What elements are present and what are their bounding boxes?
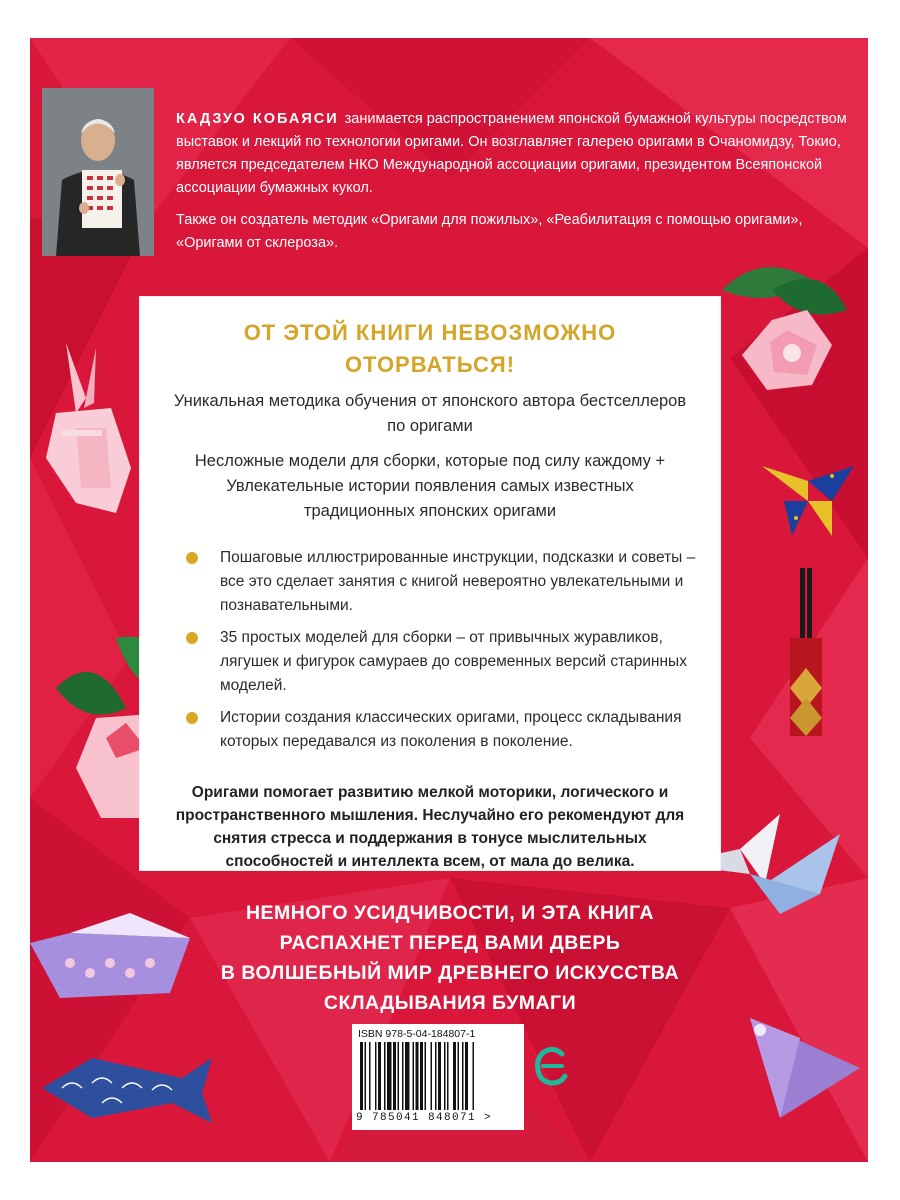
promo-headline-line: ОТ ЭТОЙ КНИГИ НЕВОЗМОЖНО (243, 320, 617, 345)
author-bio-paragraph (176, 108, 856, 200)
promo-box (139, 296, 721, 871)
origami-fish (42, 1048, 212, 1128)
origami-rabbit (36, 338, 146, 518)
barcode-stripe (425, 1042, 427, 1110)
feature-list (140, 546, 720, 754)
author-bio-text: занимается распространением японской бумажной культуры посредством выставок и лекций по технологии оригами. Он возглавляет галерею оригами в Очаномидзу, Токио, является председателем НКО Международной ассоциации оригами, президентом Всеяпонской ассоциации бумажных кукол. (176, 111, 847, 196)
barcode-stripe (465, 1042, 468, 1110)
barcode-stripe (398, 1042, 400, 1110)
barcode-stripe (365, 1042, 367, 1110)
list-item-text: Пошаговые иллюстрированные инструкции, подсказки и советы – все это сделает занятия с книгой невероятно увлекательными и познавательными. (220, 549, 696, 614)
isbn-label: ISBN 978-5-04-184807-1 (358, 1028, 476, 1040)
tagline-line: СКЛАДЫВАНИЯ БУМАГИ (323, 992, 577, 1014)
list-item-text: Истории создания классических оригами, процесс складывания которых передавался из поколения в поколение. (220, 709, 682, 750)
origami-kite (720, 998, 860, 1118)
author-photo (42, 88, 154, 256)
list-item (180, 626, 700, 698)
barcode-stripe (447, 1042, 449, 1110)
list-item-text: 35 простых моделей для сборки – от привычных журавликов, лягушек и фигурок самураев до современных версий старинных моделей. (220, 629, 687, 694)
tagline-line: НЕМНОГО УСИДЧИВОСТИ, И ЭТА КНИГА (245, 902, 655, 924)
origami-boat (30, 903, 190, 1003)
barcode (352, 1024, 524, 1130)
barcode-stripe (416, 1042, 419, 1110)
barcode-stripe (420, 1042, 423, 1110)
promo-lead-models: Несложные модели для сборки, которые под силу каждому + Увлекательные истории появления самых известных традиционных японских оригами (194, 452, 666, 520)
tagline-line: В ВОЛШЕБНЫЙ МИР ДРЕВНЕГО ИСКУССТВА (220, 962, 680, 984)
barcode-stripe (431, 1042, 433, 1110)
barcode-stripe (473, 1042, 475, 1110)
barcode-stripe (435, 1042, 437, 1110)
barcode-stripe (360, 1042, 363, 1110)
barcode-stripe (369, 1042, 371, 1110)
barcode-stripe (384, 1042, 386, 1110)
barcode-bars (360, 1042, 516, 1110)
author-bio (176, 108, 856, 264)
tagline-line: РАСПАХНЕТ ПЕРЕД ВАМИ ДВЕРЬ (279, 932, 621, 954)
bullet-dot-icon (186, 552, 198, 564)
origami-shuriken (762, 456, 854, 536)
barcode-stripe (458, 1042, 460, 1110)
bullet-dot-icon (186, 632, 198, 644)
promo-lead-method: Уникальная методика обучения от японского автора бестселлеров по оригами (173, 392, 687, 435)
barcode-stripe (438, 1042, 441, 1110)
origami-bookmark (784, 568, 828, 738)
promo-headline-line: ОТОРВАТЬСЯ! (344, 352, 516, 377)
promo-closing: Оригами помогает развитию мелкой моторики, логического и пространственного мышления. Неслучайно его рекомендуют для снятия стресса и поддержания в тонусе мыслительных способностей и интеллекта всем, от мала до велика. (175, 784, 685, 870)
barcode-stripe (453, 1042, 456, 1110)
author-name: КАДЗУО КОБАЯСИ (176, 111, 339, 127)
barcode-stripe (462, 1042, 464, 1110)
barcode-stripe (393, 1042, 396, 1110)
barcode-stripe (444, 1042, 446, 1110)
barcode-stripe (375, 1042, 377, 1110)
barcode-stripe (378, 1042, 381, 1110)
author-portrait-icon (42, 88, 154, 256)
origami-flower (712, 250, 852, 430)
barcode-stripe (405, 1042, 410, 1110)
publisher-logo-icon (534, 1046, 568, 1086)
barcode-stripe (387, 1042, 392, 1110)
bullet-dot-icon (186, 712, 198, 724)
promo-headline (140, 317, 720, 381)
barcode-stripe (413, 1042, 415, 1110)
back-cover (30, 38, 868, 1162)
list-item (180, 546, 700, 618)
barcode-stripe (402, 1042, 404, 1110)
list-item (180, 706, 700, 754)
author-methods: Также он создатель методик «Оригами для пожилых», «Реабилитация с помощью оригами», «Оригами от склероза». (176, 212, 803, 251)
barcode-digits: 9 785041 848071 > (356, 1112, 493, 1124)
tagline (190, 898, 710, 1018)
